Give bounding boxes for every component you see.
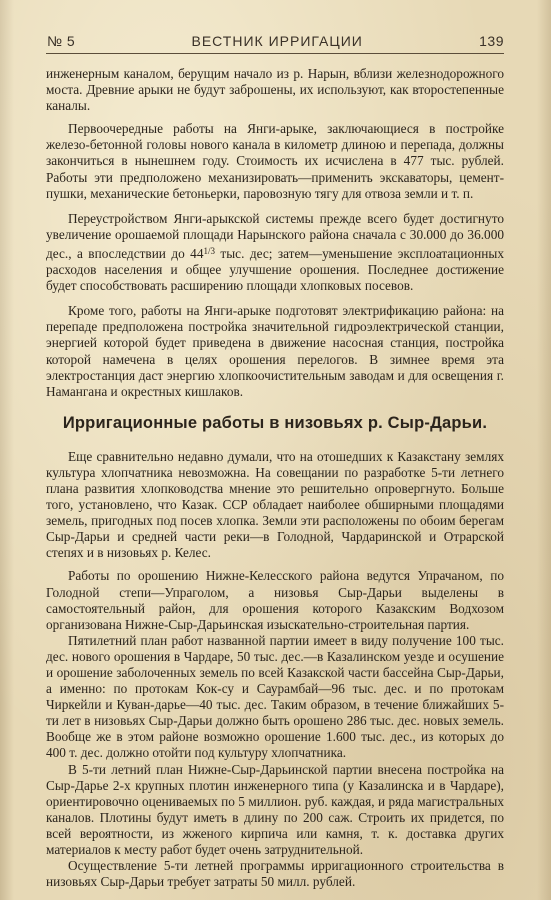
paragraph-cotton-kazakhstan: Еще сравнительно недавно думали, что на отошедших к Казакстану землях культура хлопчатника невозможна. На совещании по разработке 5-ти летнего плана развития хлопководства мнение это решительно опровергнуто. Больше того, установлено, что Казак. ССР обладает наиболее обширными площадями земель, пригодных под посев хлопка. Земли эти расположены по обоим берегам Сыр-Дарьи и средней части реки—в Голодной, Чардаринской и Отрарской степях и в низовьях р. Келес. xyxy=(46,448,504,561)
paragraph-first-works: Первоочередные работы на Янги-арыке, заключающиеся в постройке железо-бетонной головы нового канала в километр длиною и перепада, должны закончиться в нынешнем году. Стоимость их исчислена в 477 тыс. рублей. Работы эти предположено механизировать—применить экскаваторы, цемент-пушки, механические бетоньерки, паровозную тягу для отвоза земли и т. п. xyxy=(46,121,504,201)
paragraph-reconstruction-end: тыс. дес; затем—уменьшение эксплоатационных расходов населения и общее улучшение орошения. Последнее достижение будет способствовать расширению площади хлопковых посевов. xyxy=(46,245,504,294)
article-body xyxy=(46,66,504,400)
section-body xyxy=(46,449,504,891)
issue-number: № 5 xyxy=(47,33,76,49)
paragraph-electrification: Кроме того, работы на Янги-арыке подготовят электрификацию района: на перепаде предположена постройка значительной гидроэлектрической станции, энергией которой будет приведена в движение насосная станция, постройка которой намечена в целях орошения перелогов. В зимнее время эта электростанция даст энергию хлопкоочистительным заводам и для освещения г. Намангана и окрестных кишлаков. xyxy=(46,303,504,399)
paragraph-costs: Осуществление 5-ти летней программы ирригационного строительства в низовьях Сыр-Дарьи требует затраты 50 милл. рублей. xyxy=(46,858,504,890)
fraction-value: 1/3 xyxy=(203,245,215,256)
paragraph-reconstruction xyxy=(46,211,504,294)
paragraph-reconstruction-start: Переустройством Янги-арыкской системы прежде всего будет достигнуто увеличение орошаемой площади Нарынского района сначала с 30.000 до 36.000 дес., а впоследствии до 44 xyxy=(46,210,504,261)
paragraph-continuation: инженерным каналом, берущим начало из р. Нарын, вблизи железнодорожного моста. Древние арыки не будут заброшены, их используют, как второстепенные каналы. xyxy=(46,66,504,114)
paragraph-irrigation-works: Работы по орошению Нижне-Келесского района ведутся Упрачаном, по Голодной степи—Упраголом, а низовья Сыр-Дарьи выделены в самостоятельный район, для орошения которого Казакским Водхозом организована Нижне-Сыр-Дарьинская изыскательно-строительная партия. xyxy=(46,568,504,632)
page-number: 139 xyxy=(479,33,504,49)
paragraph-dams: В 5-ти летний план Нижне-Сыр-Дарьинской партии внесена постройка на Сыр-Дарье 2-х крупных плотин инженерного типа (у Казалинска и в Чардаре), ориентировочно оцениваемых по 5 миллион. руб. каждая, и ряда магистральных каналов. Плотины будут иметь в длину по 200 саж. Строить их придется, по всей вероятности, из жженого кирпича или камня, т. к. доставка других материалов к месту работ будет очень затруднительной. xyxy=(46,761,504,858)
paragraph-five-year-plan: Пятилетний план работ названной партии имеет в виду получение 100 тыс. дес. нового орошения в Чардаре, 50 тыс. дес.—в Казалинском уезде и осушение и орошение заболоченных земель по всей Казакской части бассейна Сыр-Дарьи, а именно: по протокам Кок-су и Саурамбай—96 тыс. дес. и по протокам Чиркейли и Куван-дарье—40 тыс. дес. Таким образом, в течение ближайших 5-ти лет в низовьях Сыр-Дарьи должно быть орошено 286 тыс. дес. новых земель. Вообще же в этом районе возможно орошение 1.600 тыс. дес., из которых до 400 т. дес. должно отойти под культуру хлопчатника. xyxy=(46,632,504,761)
journal-title: ВЕСТНИК ИРРИГАЦИИ xyxy=(191,33,363,49)
section-heading: Ирригационные работы в низовьях р. Сыр-Дарьи. xyxy=(62,413,488,432)
